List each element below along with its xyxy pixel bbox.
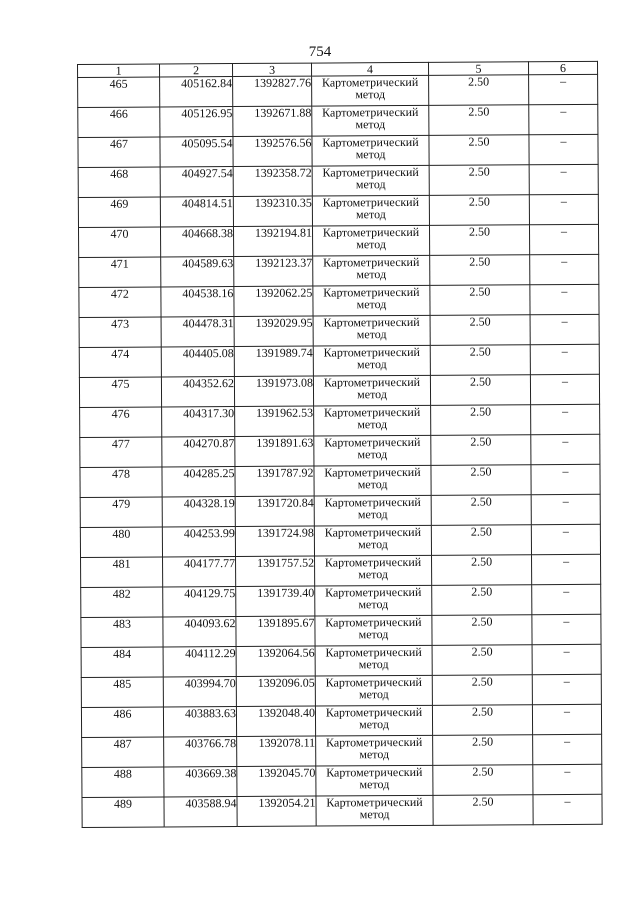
method-cell (314, 405, 431, 436)
x-coordinate-cell: 404538.16 (161, 287, 234, 317)
note-cell: – (529, 134, 598, 164)
y-coordinate-cell: 1392029.95 (234, 316, 313, 346)
method-line-1: Картометрический (323, 284, 420, 300)
method-cell (312, 195, 429, 226)
point-number-cell: 472 (79, 287, 161, 318)
x-coordinate-cell: 404317.30 (162, 407, 235, 437)
table-row (79, 254, 599, 287)
y-coordinate-cell: 1391973.08 (234, 376, 313, 406)
table-row (82, 734, 602, 767)
method-line-2: метод (356, 267, 387, 282)
y-coordinate-cell: 1392194.81 (233, 226, 312, 256)
accuracy-cell: 2.50 (430, 345, 530, 376)
method-line-1: Картометрический (325, 614, 422, 630)
point-number-cell: 465 (78, 77, 160, 108)
x-coordinate-cell: 404129.75 (163, 587, 236, 617)
y-coordinate-cell: 1392096.05 (236, 676, 315, 706)
method-line-1: Картометрический (326, 764, 423, 780)
x-coordinate-cell: 404589.63 (161, 257, 234, 287)
accuracy-cell: 2.50 (429, 225, 529, 256)
point-number-cell: 476 (80, 407, 162, 438)
y-coordinate-cell: 1392576.56 (233, 136, 312, 166)
y-coordinate-cell: 1392045.70 (237, 766, 316, 796)
accuracy-cell: 2.50 (429, 105, 529, 136)
accuracy-cell: 2.50 (433, 795, 533, 826)
note-cell: – (532, 704, 601, 734)
method-cell (313, 285, 430, 316)
method-line-1: Картометрический (321, 74, 419, 90)
table-row (80, 464, 600, 497)
method-line-2: метод (358, 537, 388, 552)
table-row (81, 554, 601, 587)
accuracy-cell: 2.50 (431, 495, 531, 526)
note-cell: – (532, 644, 601, 674)
method-line-1: Картометрический (323, 344, 420, 360)
x-coordinate-cell: 404112.29 (163, 647, 236, 677)
point-number-cell: 484 (81, 647, 163, 678)
col-header-4: 4 (311, 62, 428, 76)
method-line-2: метод (355, 87, 386, 102)
method-line-1: Картометрический (324, 434, 421, 450)
note-cell: – (529, 194, 598, 224)
method-line-2: метод (357, 477, 388, 492)
table-row (78, 74, 598, 107)
x-coordinate-cell: 403588.94 (164, 797, 237, 827)
point-number-cell: 482 (81, 587, 163, 618)
method-line-1: Картометрический (323, 254, 420, 270)
method-line-1: Картометрический (325, 644, 422, 660)
y-coordinate-cell: 1391720.84 (235, 496, 314, 526)
point-number-cell: 475 (79, 377, 161, 408)
point-number-cell: 481 (81, 557, 163, 588)
note-cell: – (531, 464, 600, 494)
method-line-2: метод (359, 807, 390, 822)
method-line-2: метод (355, 207, 386, 222)
point-number-cell: 467 (78, 137, 160, 168)
table-row (80, 434, 600, 467)
method-cell (313, 375, 430, 406)
method-line-2: метод (356, 327, 387, 342)
y-coordinate-cell: 1391724.98 (235, 526, 314, 556)
method-line-1: Картометрический (322, 224, 420, 240)
x-coordinate-cell: 404328.19 (162, 497, 235, 527)
method-cell (316, 735, 433, 766)
table-row (80, 494, 600, 527)
table-row (81, 644, 601, 677)
x-coordinate-cell: 405162.84 (160, 77, 233, 107)
x-coordinate-cell: 403994.70 (163, 677, 236, 707)
method-cell (315, 705, 432, 736)
method-cell (315, 675, 432, 706)
method-line-2: метод (358, 687, 389, 702)
note-cell: – (531, 404, 600, 434)
accuracy-cell: 2.50 (431, 525, 531, 556)
table-row (79, 284, 599, 317)
point-number-cell: 486 (81, 707, 163, 738)
method-line-1: Картометрический (325, 674, 422, 690)
table-row (78, 134, 598, 167)
point-number-cell: 485 (81, 677, 163, 708)
note-cell: – (530, 254, 599, 284)
table-row (78, 194, 598, 227)
method-cell (312, 165, 429, 196)
method-cell (313, 315, 430, 346)
point-number-cell: 469 (78, 197, 160, 228)
x-coordinate-cell: 404253.99 (162, 527, 235, 557)
note-cell: – (531, 524, 600, 554)
x-coordinate-cell: 404093.62 (163, 617, 236, 647)
method-line-2: метод (357, 507, 388, 522)
point-number-cell: 478 (80, 467, 162, 498)
y-coordinate-cell: 1392123.37 (234, 256, 313, 286)
note-cell: – (531, 494, 600, 524)
method-line-2: метод (355, 177, 386, 192)
method-cell (314, 525, 431, 556)
x-coordinate-cell: 404352.62 (161, 377, 234, 407)
x-coordinate-cell: 404927.54 (160, 167, 233, 197)
note-cell: – (529, 74, 598, 104)
col-header-3: 3 (233, 63, 312, 76)
y-coordinate-cell: 1391757.52 (236, 556, 315, 586)
point-number-cell: 488 (82, 767, 164, 798)
method-cell (313, 255, 430, 286)
method-line-1: Картометрический (324, 524, 422, 540)
accuracy-cell: 2.50 (430, 315, 530, 346)
method-line-1: Картометрический (323, 374, 421, 390)
accuracy-cell: 2.50 (429, 135, 529, 166)
x-coordinate-cell: 404814.51 (160, 197, 233, 227)
method-cell (314, 495, 431, 526)
accuracy-cell: 2.50 (432, 585, 532, 616)
method-cell (312, 225, 429, 256)
method-line-2: метод (356, 297, 387, 312)
method-line-2: метод (356, 237, 387, 252)
method-line-2: метод (355, 117, 386, 132)
accuracy-cell: 2.50 (432, 705, 532, 736)
table-row (81, 614, 601, 647)
x-coordinate-cell: 405095.54 (160, 137, 233, 167)
table-row (78, 104, 598, 137)
x-coordinate-cell: 404177.77 (163, 557, 236, 587)
table-row (82, 764, 602, 797)
table-row (82, 794, 602, 827)
note-cell: – (530, 284, 599, 314)
accuracy-cell: 2.50 (429, 165, 529, 196)
note-cell: – (530, 314, 599, 344)
accuracy-cell: 2.50 (429, 195, 529, 226)
method-line-2: метод (359, 777, 390, 792)
y-coordinate-cell: 1391891.63 (235, 436, 314, 466)
method-line-1: Картометрический (325, 734, 423, 750)
method-cell (315, 615, 432, 646)
y-coordinate-cell: 1392827.76 (233, 76, 312, 106)
method-cell (312, 105, 429, 136)
method-cell (314, 465, 431, 496)
point-number-cell: 483 (81, 617, 163, 648)
y-coordinate-cell: 1391787.92 (235, 466, 314, 496)
table-row (80, 404, 600, 437)
method-line-2: метод (357, 387, 387, 402)
accuracy-cell: 2.50 (429, 75, 529, 106)
x-coordinate-cell: 404405.08 (161, 347, 234, 377)
note-cell: – (529, 104, 598, 134)
method-cell (312, 75, 429, 106)
x-coordinate-cell: 404270.87 (162, 437, 235, 467)
table-row (81, 704, 601, 737)
method-cell (316, 765, 433, 796)
col-header-2: 2 (160, 64, 233, 77)
table-row (81, 674, 601, 707)
col-header-5: 5 (428, 62, 528, 76)
y-coordinate-cell: 1392054.21 (237, 796, 316, 826)
method-line-2: метод (358, 597, 389, 612)
method-cell (315, 585, 432, 616)
accuracy-cell: 2.50 (432, 555, 532, 586)
note-cell: – (533, 794, 602, 824)
note-cell: – (529, 164, 598, 194)
method-line-2: метод (358, 627, 389, 642)
method-line-2: метод (359, 747, 390, 762)
y-coordinate-cell: 1391962.53 (235, 406, 314, 436)
accuracy-cell: 2.50 (430, 285, 530, 316)
method-line-1: Картометрический (323, 314, 420, 330)
page-number: 754 (308, 44, 332, 60)
y-coordinate-cell: 1391989.74 (234, 346, 313, 376)
note-cell: – (532, 554, 601, 584)
note-cell: – (532, 674, 601, 704)
table-row (78, 164, 598, 197)
note-cell: – (530, 374, 599, 404)
x-coordinate-cell: 405126.95 (160, 107, 233, 137)
coordinates-table (77, 61, 603, 828)
y-coordinate-cell: 1392062.25 (234, 286, 313, 316)
y-coordinate-cell: 1392048.40 (236, 706, 315, 736)
table-row (79, 314, 599, 347)
y-coordinate-cell: 1392064.56 (236, 646, 315, 676)
method-line-1: Картометрический (322, 134, 419, 150)
y-coordinate-cell: 1391739.40 (236, 586, 315, 616)
table-row (79, 374, 599, 407)
note-cell: – (529, 224, 598, 254)
method-line-1: Картометрический (325, 704, 423, 720)
method-line-1: Картометрический (322, 104, 419, 120)
method-cell (315, 555, 432, 586)
table-row (79, 344, 599, 377)
x-coordinate-cell: 403883.63 (163, 707, 236, 737)
col-header-6: 6 (528, 61, 597, 74)
y-coordinate-cell: 1392078.11 (237, 736, 316, 766)
method-line-1: Картометрический (324, 464, 421, 480)
col-header-1: 1 (78, 64, 160, 78)
method-line-1: Картометрический (322, 194, 420, 210)
method-cell (316, 795, 433, 826)
accuracy-cell: 2.50 (431, 465, 531, 496)
method-cell (313, 345, 430, 376)
method-line-2: метод (356, 357, 387, 372)
x-coordinate-cell: 403669.38 (164, 767, 237, 797)
accuracy-cell: 2.50 (432, 645, 532, 676)
point-number-cell: 480 (80, 527, 162, 558)
accuracy-cell: 2.50 (430, 255, 530, 286)
method-line-1: Картометрический (324, 554, 422, 570)
note-cell: – (533, 734, 602, 764)
note-cell: – (532, 614, 601, 644)
point-number-cell: 468 (78, 167, 160, 198)
method-cell (314, 435, 431, 466)
method-line-2: метод (357, 417, 388, 432)
point-number-cell: 470 (78, 227, 160, 258)
table-row (81, 584, 601, 617)
method-line-1: Картометрический (322, 164, 419, 180)
note-cell: – (533, 764, 602, 794)
method-line-2: метод (357, 447, 388, 462)
point-number-cell: 473 (79, 317, 161, 348)
y-coordinate-cell: 1391895.67 (236, 616, 315, 646)
method-line-2: метод (358, 657, 389, 672)
x-coordinate-cell: 404668.38 (160, 227, 233, 257)
method-line-1: Картометрический (326, 794, 423, 810)
point-number-cell: 477 (80, 437, 162, 468)
point-number-cell: 466 (78, 107, 160, 138)
method-line-1: Картометрический (323, 404, 421, 420)
table-row (80, 524, 600, 557)
point-number-cell: 471 (79, 257, 161, 288)
note-cell: – (530, 344, 599, 374)
accuracy-cell: 2.50 (431, 405, 531, 436)
y-coordinate-cell: 1392358.72 (233, 166, 312, 196)
accuracy-cell: 2.50 (431, 435, 531, 466)
accuracy-cell: 2.50 (432, 615, 532, 646)
point-number-cell: 479 (80, 497, 162, 528)
note-cell: – (532, 584, 601, 614)
y-coordinate-cell: 1392310.35 (233, 196, 312, 226)
accuracy-cell: 2.50 (430, 375, 530, 406)
point-number-cell: 489 (82, 797, 164, 828)
method-cell (315, 645, 432, 676)
accuracy-cell: 2.50 (432, 675, 532, 706)
method-line-2: метод (359, 717, 389, 732)
table-row (78, 224, 598, 257)
method-line-1: Картометрический (324, 494, 421, 510)
x-coordinate-cell: 404478.31 (161, 317, 234, 347)
accuracy-cell: 2.50 (433, 735, 533, 766)
method-line-2: метод (358, 567, 389, 582)
method-line-2: метод (355, 147, 386, 162)
method-cell (312, 135, 429, 166)
x-coordinate-cell: 403766.78 (164, 737, 237, 767)
accuracy-cell: 2.50 (433, 765, 533, 796)
point-number-cell: 474 (79, 347, 161, 378)
method-line-1: Картометрический (325, 584, 422, 600)
point-number-cell: 487 (82, 737, 164, 768)
x-coordinate-cell: 404285.25 (162, 467, 235, 497)
note-cell: – (531, 434, 600, 464)
y-coordinate-cell: 1392671.88 (233, 106, 312, 136)
